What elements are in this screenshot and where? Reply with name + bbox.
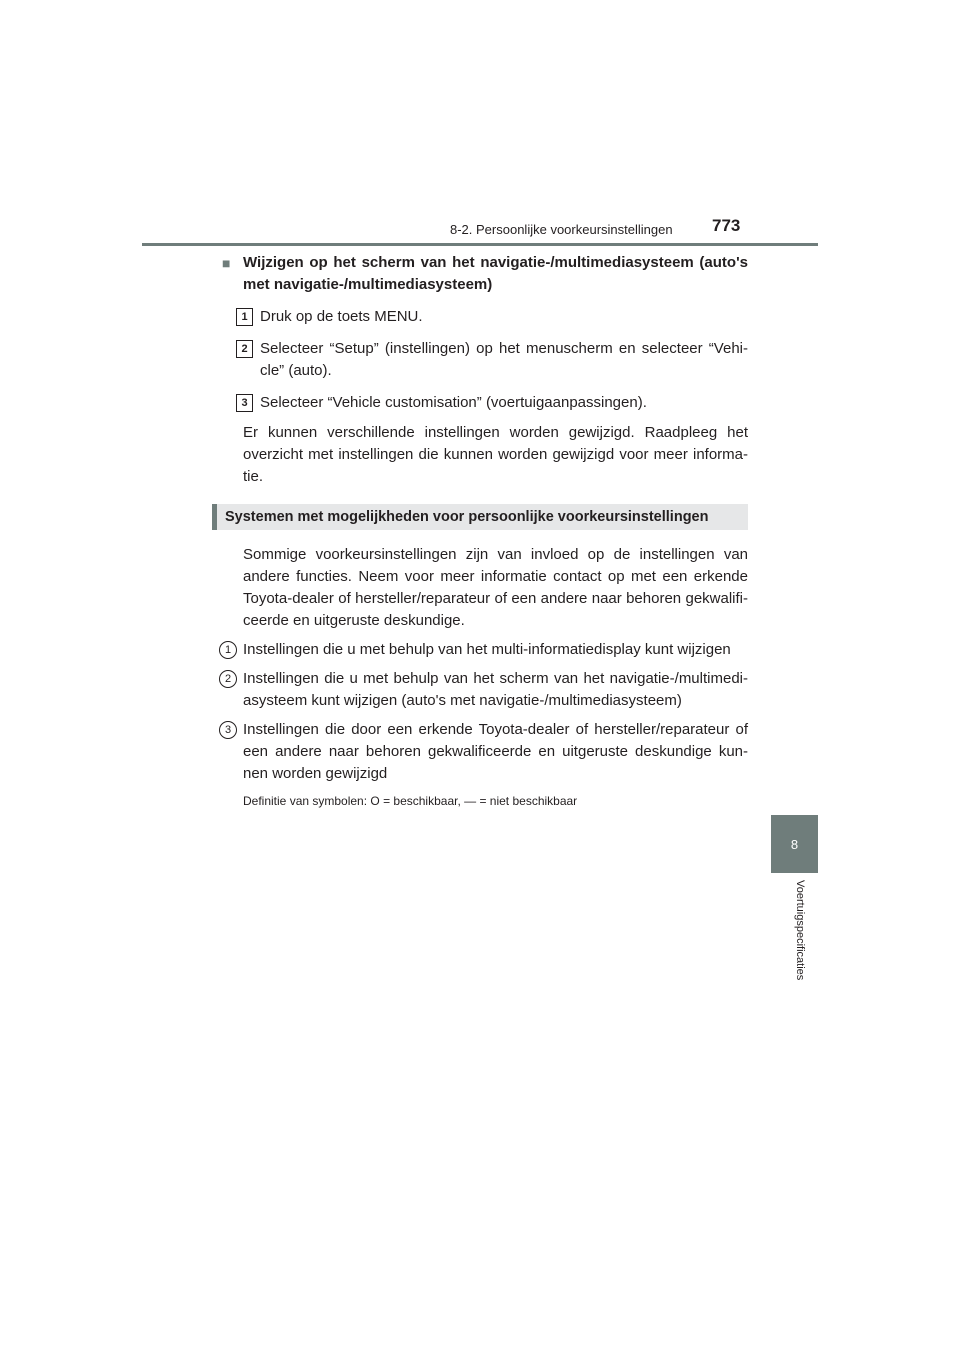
step-text: Selecteer “Vehicle customisation” (voertuigaanpassingen). — [260, 394, 647, 411]
square-bullet-icon: ■ — [222, 255, 231, 271]
step-item — [212, 306, 748, 328]
list-item — [212, 639, 748, 661]
step-number-box: 1 — [236, 308, 253, 326]
step-text: Selecteer “Setup” (instellingen) op het menuscherm en selecteer “Vehi-cle” (auto). — [260, 340, 748, 379]
header-rule — [142, 243, 818, 246]
running-header: 8-2. Persoonlijke voorkeursinstellingen — [450, 222, 673, 237]
circled-number: 2 — [219, 670, 237, 688]
chapter-number: 8 — [790, 836, 799, 852]
circled-number: 1 — [219, 641, 237, 659]
circled-number: 3 — [219, 721, 237, 739]
section-intro: Sommige voorkeursinstellingen zijn van invloed op de instellingen van andere functies. Neem voor meer informatie contact op met een erkende Toyota-dealer of hersteller/reparateur of een andere naar behoren gekwalifi-ceerde en uitgeruste deskundige. — [243, 546, 748, 629]
list-item-text: Instellingen die u met behulp van het scherm van het navigatie-/multimedi-asysteem kunt wijzigen (auto's met navigatie-/multimediasysteem) — [243, 670, 748, 709]
page-content — [212, 252, 748, 809]
subheading — [212, 252, 748, 296]
page-number: 773 — [712, 216, 741, 235]
step-text: Druk op de toets MENU. — [260, 308, 423, 325]
steps-note: Er kunnen verschillende instellingen worden gewijzigd. Raadpleeg het overzicht met instellingen die kunnen worden gewijzigd voor meer informa-tie. — [243, 424, 748, 485]
subheading-text: Wijzigen op het scherm van het navigatie-/multimediasysteem (auto's met navigatie-/multimediasysteem) — [243, 254, 748, 293]
step-number-box: 3 — [236, 394, 253, 412]
section-heading — [212, 504, 748, 530]
step-number-box: 2 — [236, 340, 253, 358]
step-item — [212, 338, 748, 382]
list-item-text: Instellingen die u met behulp van het multi-informatiedisplay kunt wijzigen — [243, 641, 731, 658]
list-item — [212, 668, 748, 712]
chapter-tab — [771, 815, 818, 873]
list-item — [212, 719, 748, 785]
step-item — [212, 392, 748, 414]
symbol-definition: Definitie van symbolen: O = beschikbaar, — = niet beschikbaar — [243, 794, 578, 808]
list-item-text: Instellingen die door een erkende Toyota-dealer of hersteller/reparateur of een andere naar behoren gekwalificeerde en uitgeruste deskundige kun-nen worden gewijzigd — [243, 721, 748, 782]
section-title: Systemen met mogelijkheden voor persoonlijke voorkeursinstellingen — [225, 509, 709, 525]
chapter-label: Voertuigspecificaties — [794, 880, 806, 981]
